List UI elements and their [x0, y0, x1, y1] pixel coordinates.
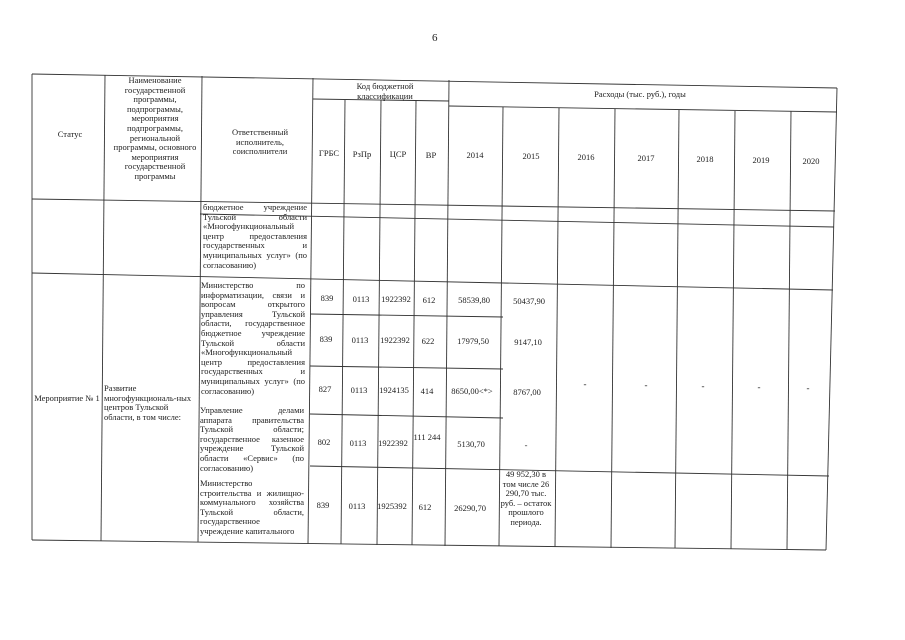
dash-2017: - [644, 380, 648, 390]
header-year-2019: 2019 [752, 155, 770, 165]
row2-grbs: 839 [319, 334, 333, 344]
row3-2014: 8650,00<*> [451, 386, 493, 396]
row4-csr: 1922392 [378, 438, 408, 448]
row2-csr: 1922392 [380, 335, 410, 345]
row1-2015: 50437,90 [513, 296, 545, 306]
header-executor: Ответственный исполнитель, соисполнители [232, 127, 288, 157]
header-year-2018: 2018 [696, 154, 714, 164]
row5-vr: 612 [418, 502, 432, 512]
dash-2020: - [806, 383, 810, 393]
header-budget-code: Код бюджетной классификации [356, 81, 414, 101]
row1-csr: 1922392 [381, 294, 411, 304]
row5-rzpr: 0113 [348, 501, 366, 511]
row1-vr: 612 [422, 295, 436, 305]
continuation-executor: бюджетное учреждение Тульской области «Многофункциональный центр предоставления государственных и муниципальных услуг» (по согласованию) [203, 202, 307, 270]
header-year-2016: 2016 [577, 152, 595, 162]
header-grbs: ГРБС [318, 148, 340, 158]
row4-2014: 5130,70 [457, 439, 485, 449]
header-program-name: Наименование государственной программы, подпрограммы, мероприятия подпрограммы, региональной программы, основного мероприятия государственной программы [113, 75, 197, 181]
row3-rzpr: 0113 [350, 385, 368, 395]
row4-vr: 111 244 [413, 432, 441, 442]
row4-grbs: 802 [317, 437, 331, 447]
measure-name: Развитие многофункциональ-ных центров Тульской области, в том числе: [104, 383, 192, 422]
row2-2014: 17979,50 [457, 336, 489, 346]
row1-2014: 58539,80 [458, 295, 490, 305]
row5-grbs: 839 [316, 500, 330, 510]
dash-2018: - [701, 381, 705, 391]
header-csr: ЦСР [389, 149, 407, 159]
measure-status: Мероприятие № 1 [34, 393, 100, 403]
row3-vr: 414 [420, 386, 434, 396]
row5-csr: 1925392 [377, 501, 407, 511]
row4-2015: - [524, 440, 528, 450]
row3-grbs: 827 [318, 384, 332, 394]
row2-rzpr: 0113 [351, 335, 369, 345]
row4-rzpr: 0113 [349, 438, 367, 448]
header-rzpr: РзПр [352, 149, 372, 159]
dash-2019: - [757, 382, 761, 392]
row5-2014: 26290,70 [454, 503, 486, 513]
header-vr: ВР [425, 150, 437, 160]
measure-executor-3: Министерство строительства и жилищно-коммунального хозяйства Тульской области, государственное учреждение капитального [200, 478, 304, 536]
page-number: 6 [432, 32, 438, 44]
header-year-2014: 2014 [466, 150, 484, 160]
row2-2015: 9147,10 [514, 337, 542, 347]
header-expenses: Расходы (тыс. руб.), годы [594, 89, 686, 99]
measure-executor-2: Управление делами аппарата правительства Тульской области; государственное казенное учреждение Тульской области «Сервис» (по согласованию) [200, 405, 304, 473]
measure-executor-1: Министерство по информатизации, связи и вопросам открытого управления Тульской области, государственное бюджетное учреждение Тульской области «Многофункциональный центр предоставления государственных и муниципальных услуг» (по согласованию) [201, 280, 305, 396]
header-year-2015: 2015 [522, 151, 540, 161]
header-status: Статус [57, 129, 83, 139]
row3-csr: 1924135 [379, 385, 409, 395]
row5-2015: 49 952,30 в том числе 26 290,70 тыс. руб. – остаток прошлого периода. [500, 469, 552, 527]
dash-2016: - [583, 379, 587, 389]
row1-rzpr: 0113 [352, 294, 370, 304]
row2-vr: 622 [421, 336, 435, 346]
row1-grbs: 839 [320, 293, 334, 303]
header-year-2020: 2020 [802, 156, 820, 166]
row3-2015: 8767,00 [513, 387, 541, 397]
header-year-2017: 2017 [637, 153, 655, 163]
